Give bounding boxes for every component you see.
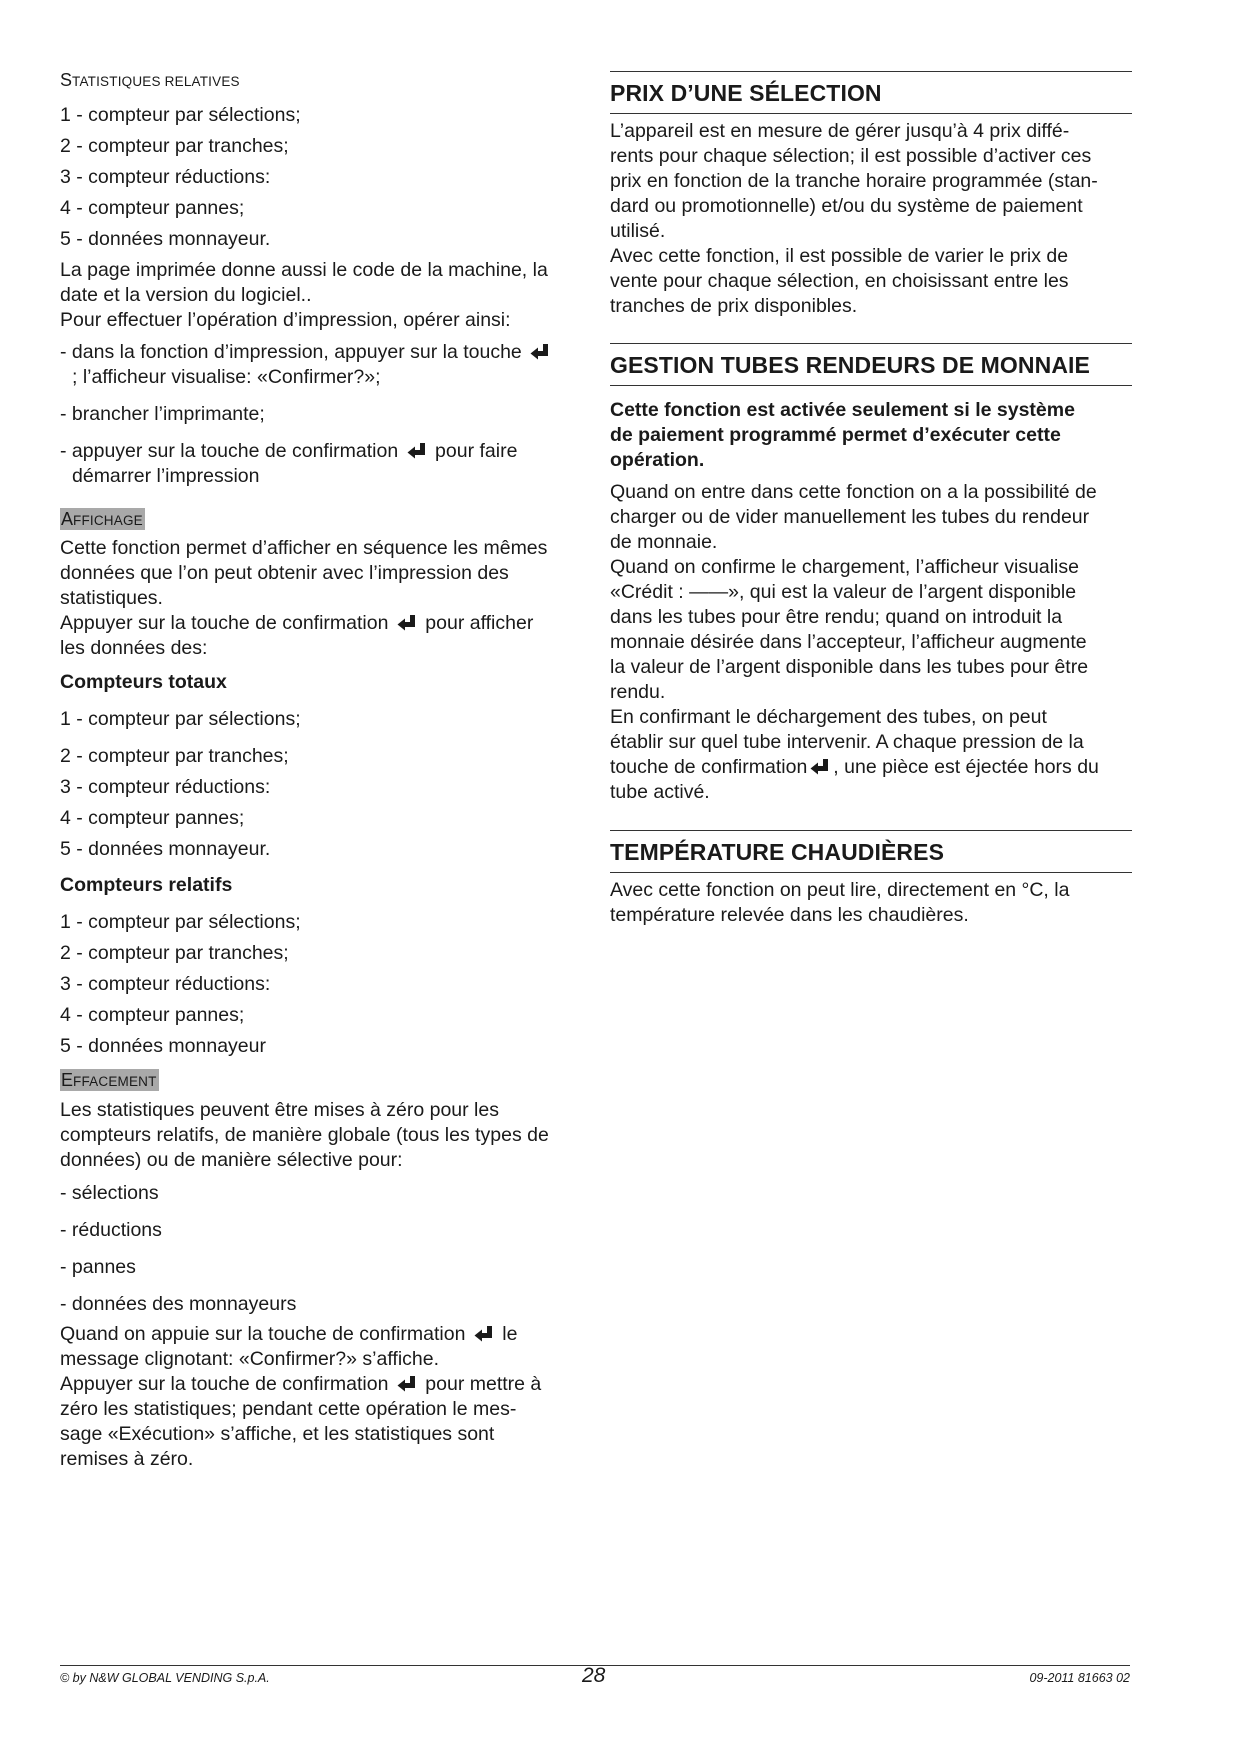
paragraph-line: Avec cette fonction, il est possible de varier le prix de (610, 245, 1069, 267)
print-step-2: - brancher l’imprimante; (60, 403, 265, 425)
paragraph-line: Les statistiques peuvent être mises à zéro pour les (60, 1099, 499, 1121)
paragraph-line: Quand on confirme le chargement, l’afficheur visualise (610, 556, 1079, 578)
paragraph-line: sage «Exécution» s’affiche, et les statistiques sont (60, 1423, 495, 1445)
list-item: 2 - compteur par tranches; (60, 745, 289, 767)
footer-doc-code: 09-2011 81663 02 (1029, 1671, 1130, 1685)
paragraph-line: touche de confirmation , une pièce est éjectée hors du (610, 756, 1099, 778)
list-item: 3 - compteur réductions: (60, 166, 271, 188)
list-item: 1 - compteur par sélections; (60, 104, 301, 126)
paragraph-line: L’appareil est en mesure de gérer jusqu’à 4 prix diffé- (610, 120, 1070, 142)
paragraph-line: Appuyer sur la touche de confirmation pour mettre à (60, 1373, 542, 1395)
paragraph-line: message clignotant: «Confirmer?» s’affiche. (60, 1348, 440, 1370)
paragraph-line: Pour effectuer l’opération d’impression, opérer ainsi: (60, 309, 511, 331)
paragraph-line: vente pour chaque sélection, en choisissant entre les (610, 270, 1069, 292)
paragraph-line: la valeur de l’argent disponible dans les tubes pour être (610, 656, 1089, 678)
paragraph-line: En confirmant le déchargement des tubes, on peut (610, 706, 1047, 728)
divider (610, 113, 1132, 114)
print-step-1: - dans la fonction d’impression, appuyer sur la touche (60, 340, 553, 365)
subheading-compteurs-totaux: Compteurs totaux (60, 671, 227, 693)
paragraph-line: utilisé. (610, 220, 666, 242)
paragraph-line: température relevée dans les chaudières. (610, 904, 969, 926)
section-heading-statistiques-relatives: STATISTIQUES RELATIVES (60, 70, 240, 90)
page-number: 28 (582, 1664, 606, 1687)
paragraph-line: compteurs relatifs, de manière globale (tous les types de (60, 1124, 549, 1146)
list-item: 3 - compteur réductions: (60, 973, 271, 995)
paragraph-line: Quand on appuie sur la touche de confirmation le (60, 1323, 518, 1345)
paragraph-line: monnaie désirée dans l’accepteur, l’afficheur augmente (610, 631, 1087, 653)
paragraph-line: de monnaie. (610, 531, 718, 553)
subheading-compteurs-relatifs: Compteurs relatifs (60, 874, 233, 896)
divider (610, 71, 1132, 72)
paragraph-line: les données des: (60, 637, 208, 659)
paragraph-line: tranches de prix disponibles. (610, 295, 858, 317)
paragraph-line: données que l’on peut obtenir avec l’impression des (60, 562, 509, 584)
paragraph-line: Cette fonction permet d’afficher en séquence les mêmes (60, 537, 548, 559)
list-item: 1 - compteur par sélections; (60, 708, 301, 730)
list-item: 5 - données monnayeur. (60, 838, 271, 860)
divider (610, 385, 1132, 386)
enter-key-icon (530, 343, 550, 360)
print-step-3-cont: démarrer l’impression (72, 465, 260, 487)
list-item: - sélections (60, 1182, 159, 1204)
list-item: 3 - compteur réductions: (60, 776, 271, 798)
paragraph-line: établir sur quel tube intervenir. A chaque pression de la (610, 731, 1084, 753)
paragraph-line: La page imprimée donne aussi le code de la machine, la (60, 259, 548, 281)
paragraph-line: tube activé. (610, 781, 710, 803)
list-item: 4 - compteur pannes; (60, 1004, 245, 1026)
paragraph-line: statistiques. (60, 587, 163, 609)
print-step-1-cont: ; l’afficheur visualise: «Confirmer?»; (72, 366, 381, 388)
enter-key-icon (397, 614, 417, 631)
list-item: - réductions (60, 1219, 162, 1241)
paragraph-line: données) ou de manière sélective pour: (60, 1149, 403, 1171)
list-item: 5 - données monnayeur (60, 1035, 266, 1057)
list-item: - données des monnayeurs (60, 1293, 297, 1315)
paragraph-line: date et la version du logiciel.. (60, 284, 312, 306)
note-line: de paiement programmé permet d’exécuter cette (610, 424, 1061, 446)
enter-key-icon (397, 1375, 417, 1392)
paragraph-line: rendu. (610, 681, 666, 703)
section-heading-effacement: EFFACEMENT (61, 1070, 157, 1090)
section-heading-affichage: AFFICHAGE (61, 509, 143, 529)
note-line: Cette fonction est activée seulement si le système (610, 399, 1075, 421)
enter-key-icon (407, 442, 427, 459)
paragraph-line: dard ou promotionnelle) et/ou du système de paiement (610, 195, 1083, 217)
footer-copyright: © by N&W GLOBAL VENDING S.p.A. (60, 1671, 270, 1685)
paragraph-line: prix en fonction de la tranche horaire programmée (stan- (610, 170, 1098, 192)
section-title-temperature: TEMPÉRATURE CHAUDIÈRES (610, 839, 945, 865)
print-step-3: - appuyer sur la touche de confirmation pour faire (60, 440, 518, 462)
note-line: opération. (610, 449, 705, 471)
list-item: 1 - compteur par sélections; (60, 911, 301, 933)
list-item: 2 - compteur par tranches; (60, 942, 289, 964)
list-item: 4 - compteur pannes; (60, 197, 245, 219)
paragraph-line: charger ou de vider manuellement les tubes du rendeur (610, 506, 1090, 528)
list-item: - pannes (60, 1256, 136, 1278)
paragraph-line: Appuyer sur la touche de confirmation pour afficher (60, 612, 534, 634)
paragraph-line: dans les tubes pour être rendu; quand on introduit la (610, 606, 1063, 628)
enter-key-icon (474, 1325, 494, 1342)
paragraph-line: zéro les statistiques; pendant cette opération le mes- (60, 1398, 517, 1420)
list-item: 4 - compteur pannes; (60, 807, 245, 829)
section-title-prix: PRIX D’UNE SÉLECTION (610, 80, 882, 106)
paragraph-line: «Crédit : ——», qui est la valeur de l’argent disponible (610, 581, 1077, 603)
divider (610, 343, 1132, 344)
list-item: 5 - données monnayeur. (60, 228, 271, 250)
divider (610, 830, 1132, 831)
paragraph-line: rents pour chaque sélection; il est possible d’activer ces (610, 145, 1092, 167)
paragraph-line: Quand on entre dans cette fonction on a la possibilité de (610, 481, 1097, 503)
list-item: 2 - compteur par tranches; (60, 135, 289, 157)
enter-key-icon (810, 758, 830, 775)
divider (610, 872, 1132, 873)
section-title-tubes: GESTION TUBES RENDEURS DE MONNAIE (610, 352, 1090, 378)
paragraph-line: Avec cette fonction on peut lire, directement en °C, la (610, 879, 1070, 901)
paragraph-line: remises à zéro. (60, 1448, 194, 1470)
